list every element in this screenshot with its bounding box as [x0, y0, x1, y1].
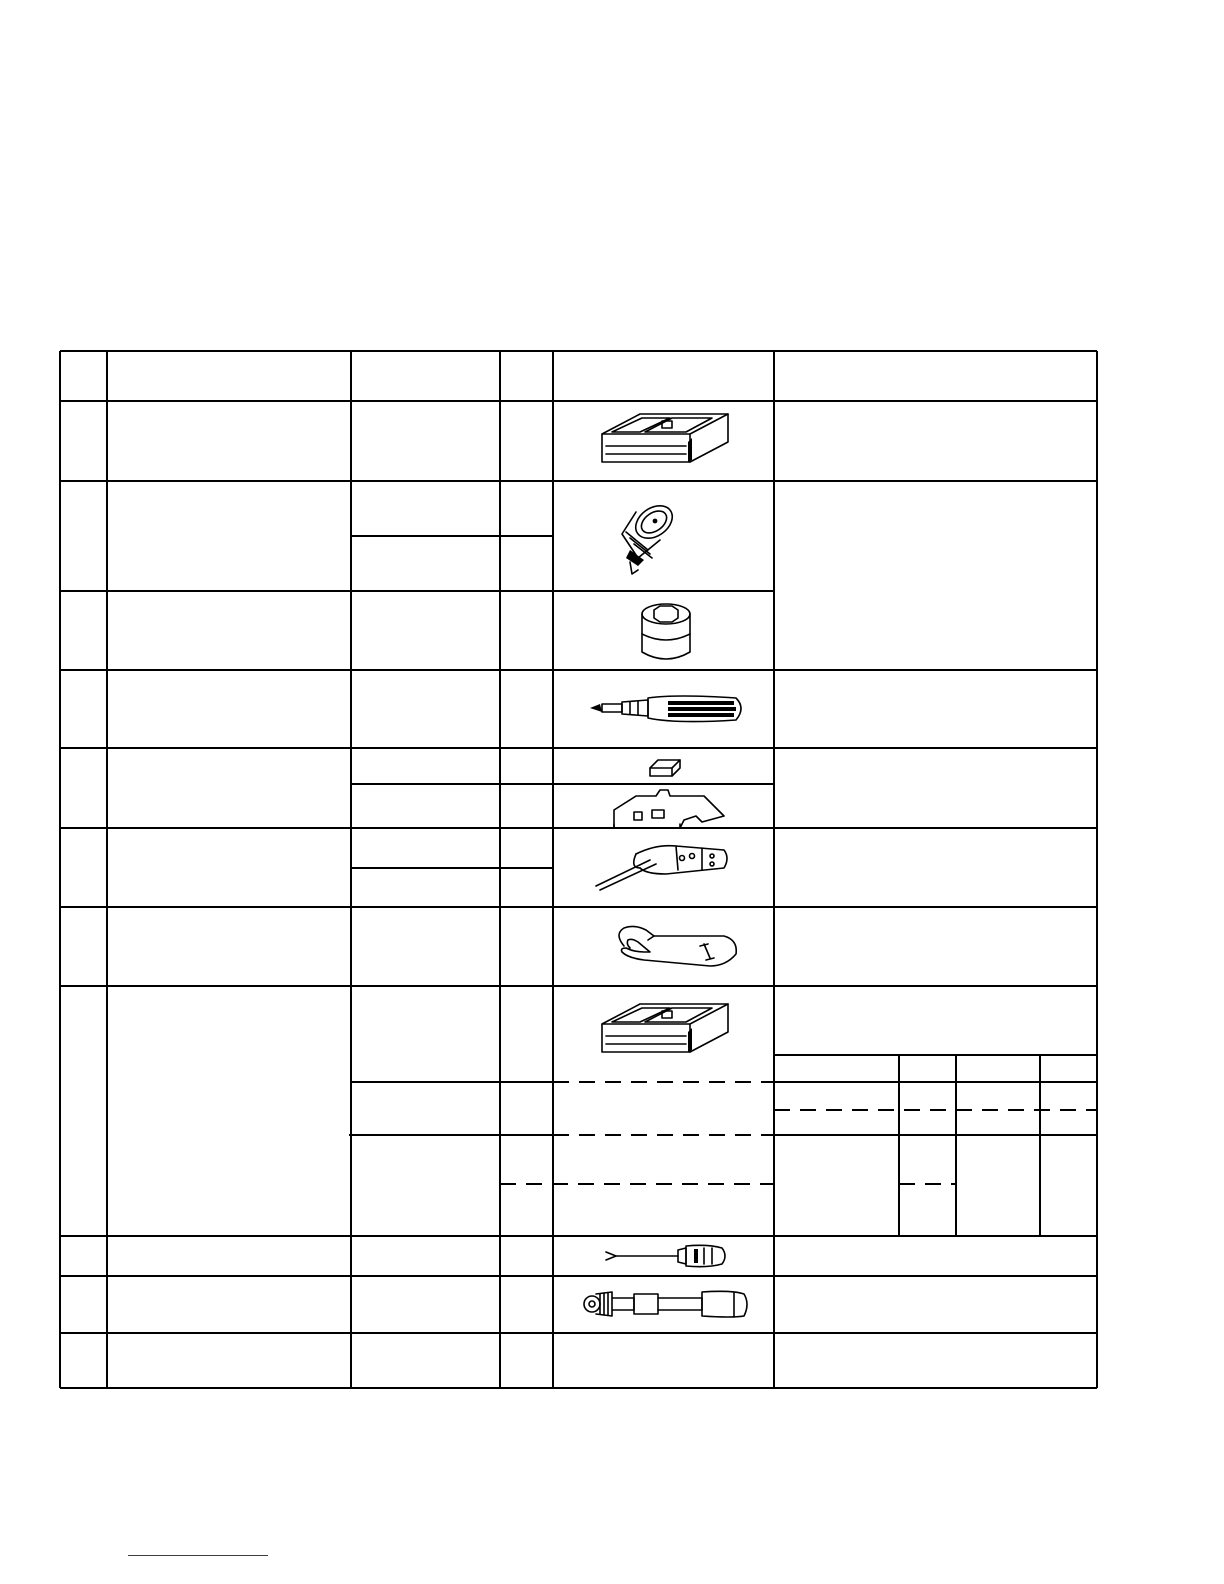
- socket-cap-icon: [642, 604, 690, 659]
- hook-tool-icon: [619, 926, 736, 966]
- sub-row-dividers: [349, 536, 774, 1184]
- thin-screwdriver-icon: [606, 1245, 725, 1266]
- row-dividers: [60, 401, 1097, 1333]
- torque-driver-icon: [584, 1291, 747, 1317]
- tension-gauge-icon: [596, 846, 727, 890]
- height-gauge-plate-icon: [614, 790, 724, 828]
- alignment-tape-cassette-icon: [602, 1004, 728, 1052]
- column-dividers: [107, 351, 774, 1388]
- screwdriver-icon: [590, 696, 741, 722]
- alignment-tape-cassette-icon: [602, 414, 728, 462]
- torque-gauge-adapter-icon: [622, 499, 678, 574]
- table-frame: [60, 351, 1097, 1388]
- footer-link-underline[interactable]: [128, 1555, 268, 1556]
- nested-sub-table: [774, 1055, 1097, 1236]
- small-shim-block-icon: [650, 760, 680, 776]
